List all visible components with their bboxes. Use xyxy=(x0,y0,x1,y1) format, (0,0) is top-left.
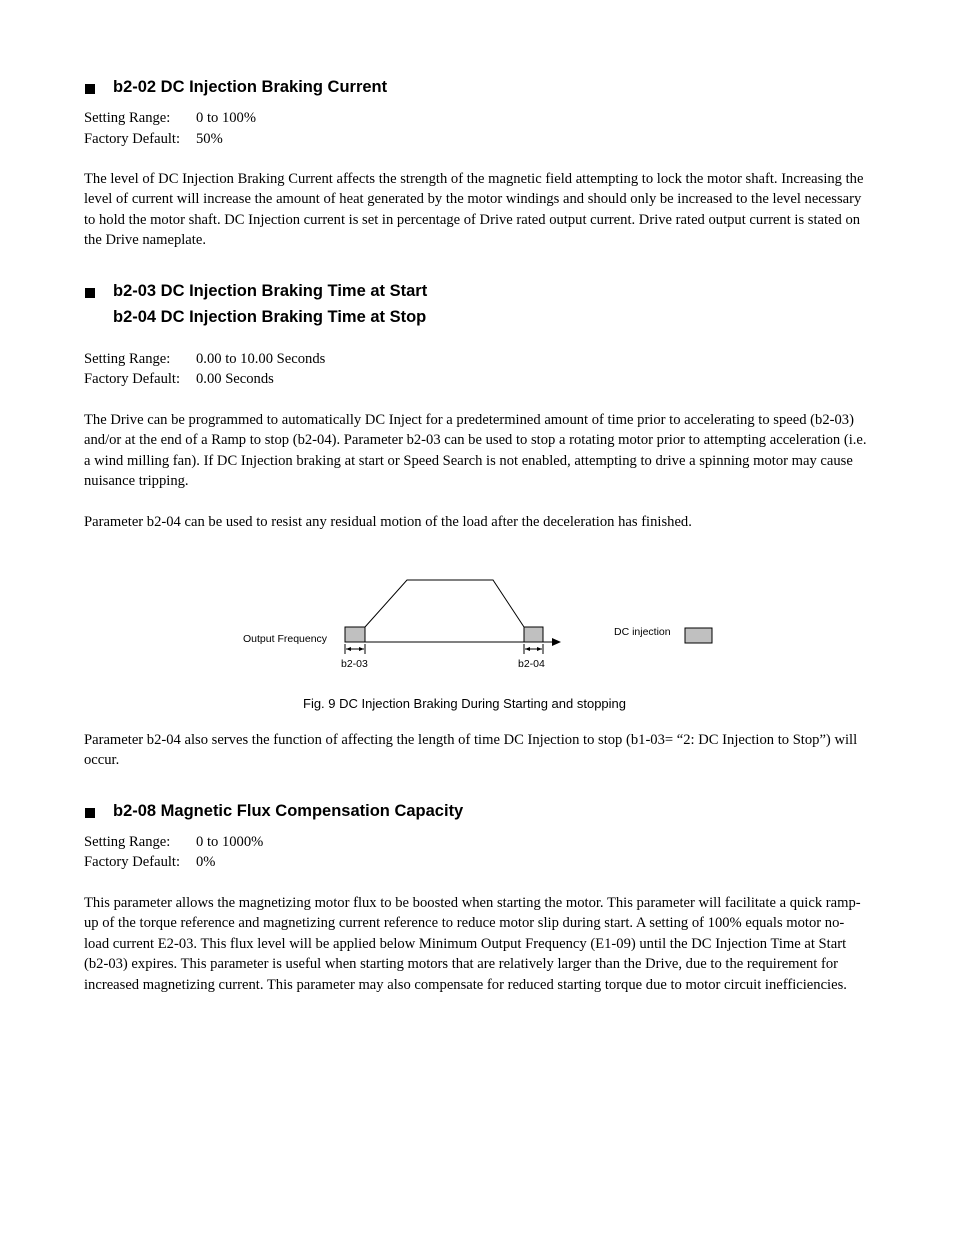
factory-default-b2-02 xyxy=(84,129,223,149)
paragraph-b2-04-description: Parameter b2-04 can be used to resist any residual motion of the load after the deceleration has finished. xyxy=(84,514,692,530)
legend-dc-injection-label: DC injection xyxy=(614,626,671,638)
legend-dc-injection-box xyxy=(685,628,712,643)
bullet-square-icon xyxy=(85,808,95,818)
b2-04-arrow-right-icon xyxy=(537,647,542,651)
paragraph-b2-02: The level of DC Injection Braking Current affects the strength of the magnetic field attempting to lock the motor shaft. Increasing the level of current will increase the amount of heat generated by the motor windings and should only be increased to the level necessary to hold the motor shaft. DC Injection current is set in percentage of Drive rated output current. Drive rated output current is stated on the Drive nameplate. xyxy=(84,171,864,249)
setting-range-value: 0 to 100% xyxy=(196,110,256,126)
setting-range-label: Setting Range: xyxy=(84,834,171,850)
dc-injection-diagram xyxy=(0,560,954,690)
bullet-square-icon xyxy=(85,84,95,94)
setting-range-label: Setting Range: xyxy=(84,351,171,367)
frequency-ramp-line xyxy=(365,580,524,627)
paragraph-b2-08: This parameter allows the magnetizing motor flux to be boosted when starting the motor. This parameter will facilitate a quick ramp-up of the torque reference and magnetizing current reference to reduce motor slip during start. A setting of 100% equals motor no-load current E2-03. This flux level will be applied below Minimum Output Frequency (E1-09) until the DC Injection Time at Start (b2-03) expires. This parameter is useful when starting motors that are relatively larger than the Drive, due to the requirement for increased magnetizing current. This parameter may also compensate for reduced starting torque due to motor circuit inefficiencies. xyxy=(84,895,861,993)
b2-03-label: b2-03 xyxy=(341,658,368,670)
factory-default-label: Factory Default: xyxy=(84,854,181,870)
factory-default-label: Factory Default: xyxy=(84,131,181,147)
section-heading-b2-04: b2-04 DC Injection Braking Time at Stop xyxy=(113,308,427,326)
time-axis-arrow-icon xyxy=(552,638,561,646)
setting-range-value: 0.00 to 10.00 Seconds xyxy=(196,351,326,367)
factory-default-value: 0% xyxy=(196,854,216,870)
factory-default-b2-08 xyxy=(84,852,215,872)
b2-03-arrow-right-icon xyxy=(359,647,364,651)
section-heading-b2-03: b2-03 DC Injection Braking Time at Start xyxy=(113,282,428,300)
setting-range-b2-03 xyxy=(84,349,325,369)
factory-default-value: 0.00 Seconds xyxy=(196,371,274,387)
setting-range-b2-08 xyxy=(84,832,263,852)
bullet-square-icon xyxy=(85,288,95,298)
paragraph-b2-04-function: Parameter b2-04 also serves the function of affecting the length of time DC Injection to stop (b1-03= “2: DC Injection to Stop”) will occur. xyxy=(84,732,858,769)
setting-range-label: Setting Range: xyxy=(84,110,171,126)
factory-default-value: 50% xyxy=(196,131,223,147)
factory-default-b2-03 xyxy=(84,369,274,389)
dc-injection-stop-box xyxy=(524,627,543,642)
b2-03-arrow-left-icon xyxy=(346,647,351,651)
output-frequency-label: Output Frequency xyxy=(243,633,328,645)
paragraph-b2-03-description: The Drive can be programmed to automatically DC Inject for a predetermined amount of time prior to accelerating to speed (b2-03) and/or at the end of a Ramp to stop (b2-04). Parameter b2-03 can be used to stop a rotating motor prior to attempting acceleration (i.e. a wind milling fan). If DC Injection braking at start or Speed Search is not enabled, attempting to drive a spinning motor may cause nuisance tripping. xyxy=(84,412,867,490)
section-heading-b2-08: b2-08 Magnetic Flux Compensation Capacity xyxy=(113,802,464,820)
section-heading-b2-02: b2-02 DC Injection Braking Current xyxy=(113,78,388,96)
b2-04-label: b2-04 xyxy=(518,658,545,670)
b2-04-arrow-left-icon xyxy=(525,647,530,651)
setting-range-b2-02 xyxy=(84,108,256,128)
figure-caption: Fig. 9 DC Injection Braking During Starting and stopping xyxy=(303,696,627,711)
factory-default-label: Factory Default: xyxy=(84,371,181,387)
dc-injection-start-box xyxy=(345,627,365,642)
setting-range-value: 0 to 1000% xyxy=(196,834,264,850)
